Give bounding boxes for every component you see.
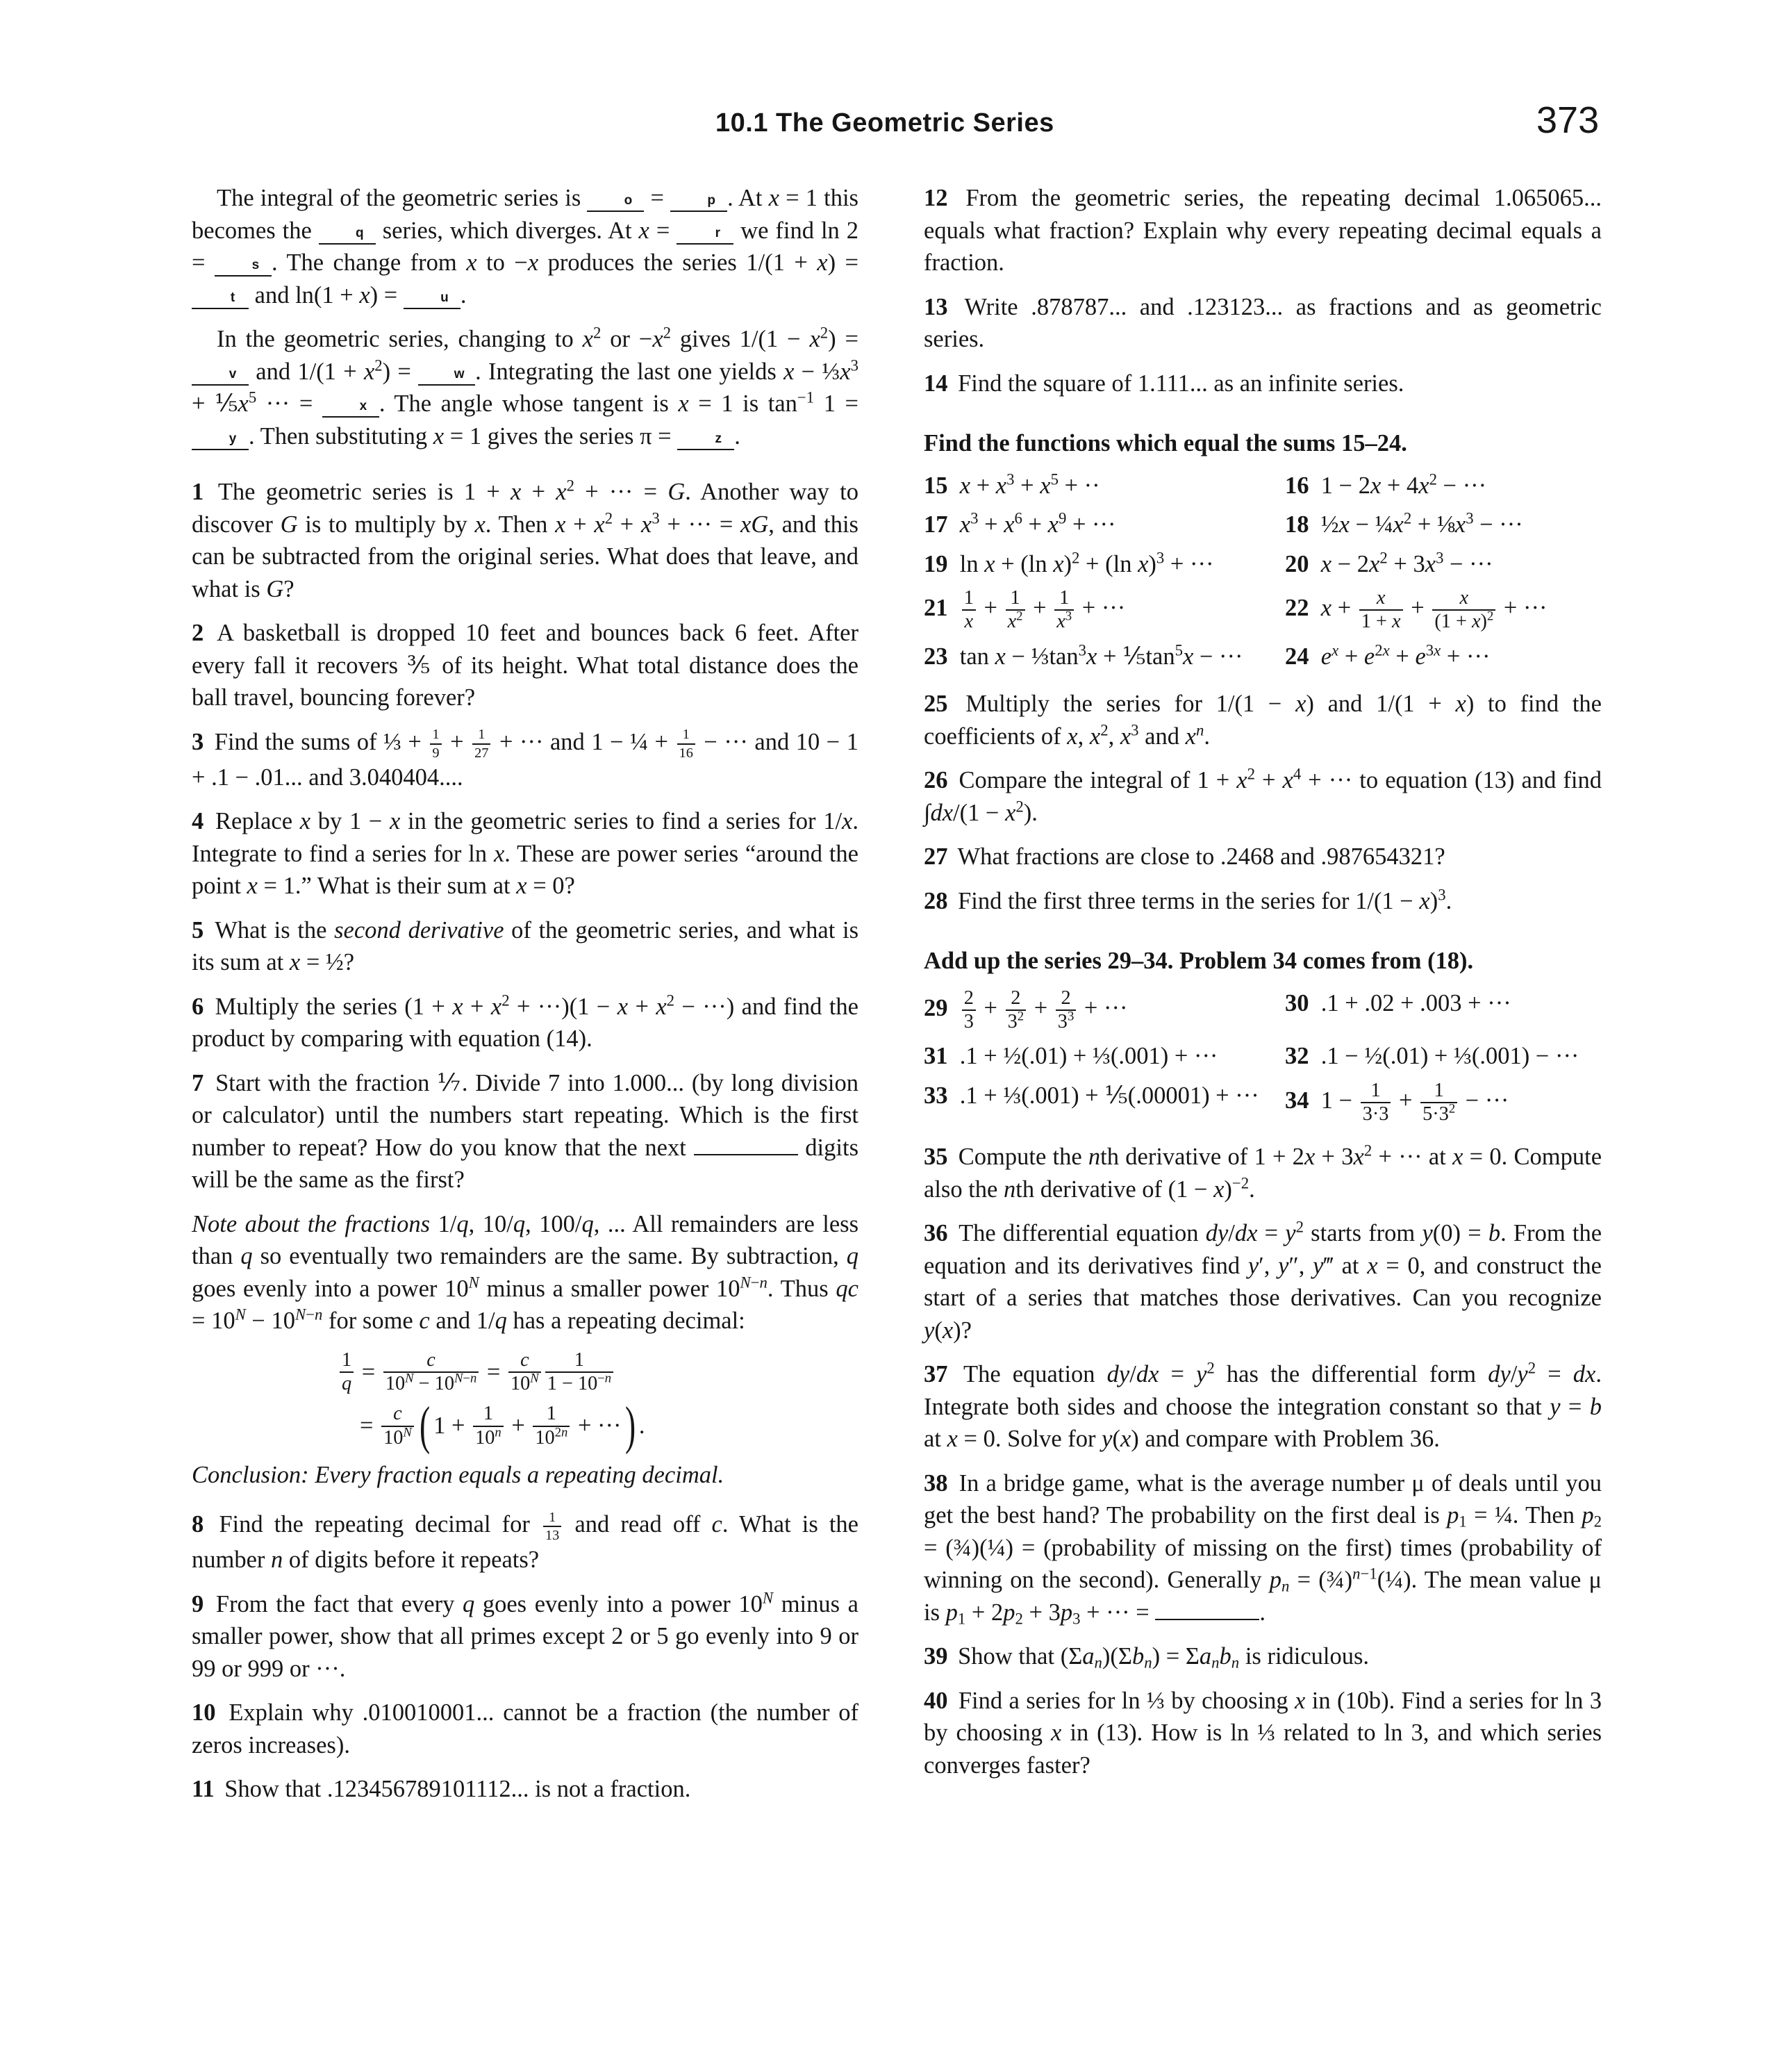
conclusion: Conclusion: Every fraction equals a repeating decimal. [192,1462,724,1489]
blank-v: v [192,365,249,386]
problem-2: 2 A basketball is dropped 10 feet and bounces back 6 feet. After every fall it recovers ⅗ of its height. What total distance does the ball travel, bouncing forever? [192,620,858,711]
problem-20: 20 $x - 2x^2 + 3x^3$ − ··· [1285,548,1493,577]
problem-18: 18 ½x − $\frac{1}{4}x^2$ + $\frac{1}{8}x^3$ − ··· [1285,509,1523,538]
problem-29: 29 $\frac{2}{3}$ + $\frac{2}{3^2}$ + $\frac{2}{3^3}$ + ··· [924,987,1128,1032]
problem-10: 10 Explain why .010010001... cannot be a fraction (the number of zeros increases). [192,1699,858,1758]
problem-17: 17 $x^3 + x^6 + x^9$ + ··· [924,509,1116,538]
problem-21: 21 $\frac{1}{x}$ + $\frac{1}{x^2}$ + $\frac{1}{x^3}$ + ··· [924,587,1126,633]
blank-u: u [404,288,461,309]
blank-o: o [587,191,644,212]
repeating-decimal-equation: $\frac{1}{q}$ = $\frac{c}{10^N - 10^{N-n}}$ = $\frac{c}{10^N}$ $\frac{1}{1 - 10^{-n}}$ = $\frac{c}{10^N}$ ( 1 + $\frac{1}{10^n}$ + $\frac{1}{10^{2n}}$ + ··· ) . [192,1349,858,1453]
problem-31: 31 .1 + ½(.01) + ⅓(.001) + ··· [924,1043,1218,1070]
problem-27: 27 What fractions are close to .2468 and .987654321? [924,843,1445,871]
summary-paragraph-1: The integral of the geometric series is o = p . At x = 1 this becomes the q series, which diverges. At x = r we find ln 2 = s . The change from x to −x produces the series 1/(1 + x) = t and ln(1 + x) = u . [192,185,859,308]
problem-39: 39 Show that $(\Sigma a_n)(\Sigma b_n) = \Sigma a_nb_n$ is ridiculous. [924,1643,1370,1672]
problems-15-24 [924,470,1602,673]
problem-23: 23 $\tan x - \frac{1}{3}\tan^3x$ + $\frac{1}{5}\tan^5x$ − ··· [924,641,1243,670]
problem-30: 30 .1 + .02 + .003 + ··· [1285,989,1511,1016]
problem-6: 6 Multiply the series $(1 + x + x^2 + \cdot\cdot\cdot)(1 - x + x^2$ − ···) and find the product by comparing with equation (14). [192,991,858,1053]
problem-34: 34 1 − $\frac{1}{3\cdot 3}$ + $\frac{1}{5\cdot 3^2}$ − ··· [1285,1079,1509,1125]
section-title: 10.1 The Geometric Series [715,108,1054,138]
problem-9: 9 From the fact that every q goes evenly into a power $10^N$ minus a smaller power, show that all primes except 2 or 5 go evenly into 9 or 99 or 999 or ···. [192,1589,858,1682]
blank-p: p [670,191,727,212]
answer-line-38 [1155,1598,1259,1620]
blank-x: x [322,397,379,418]
problem-37: 37 The equation $dy/dx = y^2$ has the differential form $dy/y^2$ = dx. Integrate both sides and choose the integration constant so that y = b at x = 0. Solve for y(x) and compare with Problem 36. [924,1359,1602,1453]
summary-paragraph-2: In the geometric series, changing to $x^2$ or $-x^2$ gives $1/(1 - x^2) = v$ and $1/(1 + x^2) = w$ . Integrating the last one yields $x - \frac{1}{3}x^3$ + $\frac{1}{5}x^5$ ··· = x . The angle whose tangent is x = 1 is $\tan^{-1} 1 = y$ . Then substituting x = 1 gives the series π = z . [192,324,859,450]
problem-15: 15 $x + x^3 + x^5$ + ·· [924,470,1100,499]
blank-z: z [677,429,734,450]
blank-r: r [677,224,733,245]
problem-4: 4 Replace x by 1 − x in the geometric series to find a series for 1/x. Integrate to find a series for ln x. These are power series “around the point x = 1.” What is their sum at x = 0? [192,808,858,900]
blank-q: q [319,224,376,245]
problem-1: 1 The geometric series is $1 + x + x^2$ + ··· = G. Another way to discover G is to multiply by x. Then $x + x^2 + x^3$ + ··· = xG, and this can be subtracted from the original series. What does that leave, and what is G? [192,477,858,602]
problem-33: 33 .1 + ⅓(.001) + ⅕(.00001) + ··· [924,1082,1259,1109]
blank-y: y [192,429,249,450]
problem-38: 38 In a bridge game, what is the average number μ of deals until you get the best hand? The probability on the first deal is $p_1$ = ¼. Then $p_2$ = (¾)(¼) = (probability of missing on the first) times (probability of winning on the second). Generally $p_n$ = (¾)$^{n-1}$(¼). The mean value μ is $p_1 + 2p_2 + 3p_3$ + ··· = . [924,1469,1602,1628]
note-about-fractions: Note about the fractions 1/q, 10/q, 100/q, ... All remainders are less than q so eventually two remainders are the same. By subtraction, q goes evenly into a power $10^N$ minus a smaller power $10^{N-n}$. Thus qc = $10^N - 10^{N-n}$ for some c and 1/q has a repeating decimal: [192,1210,859,1335]
problem-35: 35 Compute the nth derivative of $1 + 2x + 3x^2$ + ··· at x = 0. Compute also the nth derivative of $(1 - x)^{-2}$. [924,1141,1602,1203]
problem-7: 7 Start with the fraction ⅐. Divide 7 into 1.000... (by long division or calculator) until the numbers start repeating. Which is the first number to repeat? How do you know that the next digits will be the same as the first? [192,1069,858,1194]
problem-16: 16 $1 - 2x + 4x^2$ − ··· [1285,470,1487,499]
blank-t: t [192,288,249,309]
running-head [0,99,1792,146]
page-number: 373 [1536,99,1600,141]
problem-13: 13 Write .878787... and .123123... as fractions and as geometric series. [924,293,1602,352]
problem-32: 32 .1 − ½(.01) + ⅓(.001) − ··· [1285,1043,1579,1070]
blank-w: w [418,365,475,386]
problem-8: 8 Find the repeating decimal for $\frac{1}{13}$ and read off c. What is the number n of digits before it repeats? [192,1509,858,1574]
problem-36: 36 The differential equation $dy/dx = y^2$ starts from y(0) = b. From the equation and its derivatives find y′, y″, y‴ at x = 0, and construct the start of a series that matches those derivatives. Can you recognize y(x)? [924,1218,1602,1344]
problem-22: 22 x + $\frac{x}{1 + x}$ + $\frac{x}{(1 + x)^2}$ + ··· [1285,587,1548,633]
problem-11: 11 Show that .123456789101112... is not a fraction. [192,1776,691,1803]
section-head-15-24: Find the functions which equal the sums 15–24. [924,430,1407,456]
section-head-29-34: Add up the series 29–34. Problem 34 comes from (18). [924,948,1474,975]
problem-40: 40 Find a series for ln ⅓ by choosing x in (10b). Find a series for ln 3 by choosing x in (13). How is ln ⅓ related to ln 3, and which series converges faster? [924,1687,1602,1779]
problem-12: 12 From the geometric series, the repeating decimal 1.065065... equals what fraction? Explain why every repeating decimal equals a fraction. [924,185,1602,276]
problem-26: 26 Compare the integral of $1 + x^2 + x^4$ + ··· to equation (13) and find $\int dx/(1 - x^2)$. [924,765,1602,826]
problem-28: 28 Find the first three terms in the series for $1/(1 - x)^3$. [924,886,1452,914]
problem-14: 14 Find the square of 1.111... as an infinite series. [924,370,1404,397]
problem-25: 25 Multiply the series for 1/(1 − x) and 1/(1 + x) to find the coefficients of x, $x^2$, $x^3$ and $x^n$. [924,691,1602,750]
blank-s: s [215,256,272,277]
problem-24: 24 $e^x + e^{2x} + e^{3x}$ + ··· [1285,641,1491,670]
answer-line [694,1133,798,1155]
problem-3: 3 Find the sums of ⅓ + $\frac{1}{9}$ + $\frac{1}{27}$ + ··· and 1 − ¼ + $\frac{1}{16}$ − ··· and 10 − 1 + .1 − .01... and 3.040404.... [192,727,859,791]
problem-5: 5 What is the second derivative of the geometric series, and what is its sum at x = ½? [192,916,858,976]
left-column [192,182,858,1817]
right-column [924,182,1602,1793]
problems-29-34 [924,987,1602,1126]
problem-19: 19 ln x + (ln x)$^2$ + (ln x)$^3$ + ··· [924,548,1214,577]
